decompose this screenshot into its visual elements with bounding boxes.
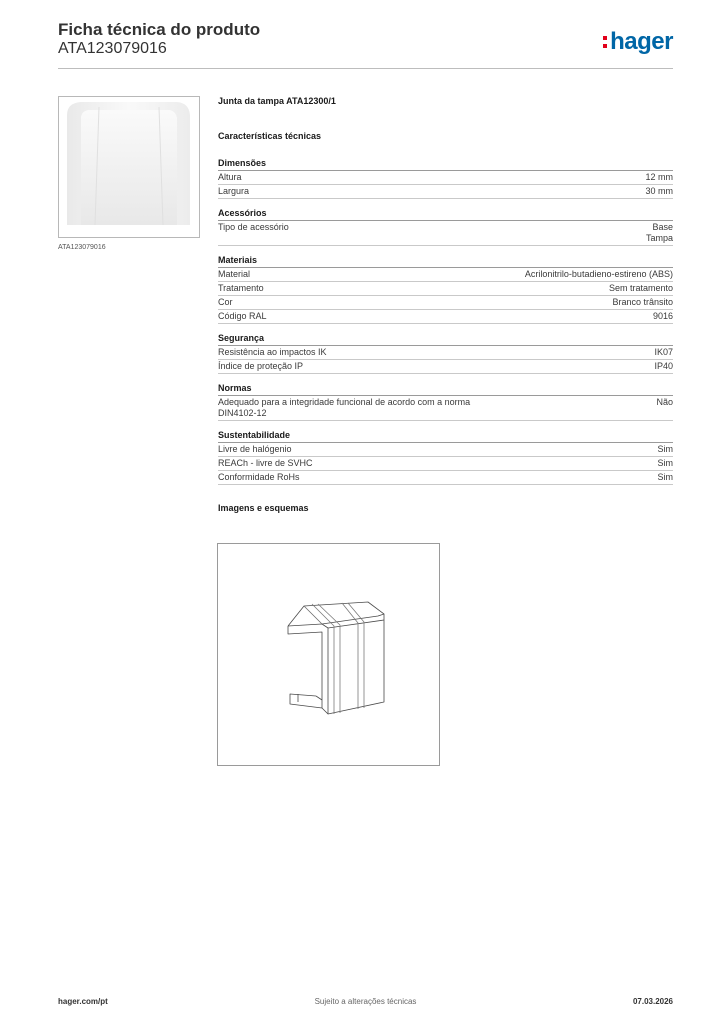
spec-row: [218, 185, 673, 199]
section-title: Normas: [218, 382, 673, 396]
technical-drawing: [217, 543, 440, 766]
spec-label: Código RAL: [218, 311, 267, 321]
spec-row: [218, 171, 673, 185]
spec-row: [218, 471, 673, 485]
logo-dots-icon: [603, 35, 608, 50]
spec-row: [218, 296, 673, 310]
images-heading: Imagens e esquemas: [218, 503, 309, 513]
product-thumbnail: [58, 96, 200, 238]
spec-label: Índice de proteção IP: [218, 361, 304, 371]
spec-row: [218, 457, 673, 471]
section-normas: [218, 382, 673, 421]
section-title: Materiais: [218, 254, 673, 268]
spec-label: Conformidade RoHs: [218, 472, 300, 482]
section-dimensoes: [218, 157, 673, 199]
header-divider: [58, 68, 673, 69]
spec-label: Tipo de acessório: [218, 222, 289, 232]
section-materiais: [218, 254, 673, 324]
spec-value-line: Tampa: [645, 233, 673, 243]
hager-logo[interactable]: [603, 28, 673, 56]
spec-row: [218, 310, 673, 324]
spec-value: Branco trânsito: [612, 297, 673, 307]
cover-joint-photo-icon: [59, 97, 199, 237]
spec-content: [218, 96, 673, 515]
spec-row: [218, 346, 673, 360]
spec-row: [218, 443, 673, 457]
logo-text: hager: [610, 28, 673, 55]
section-title: Sustentabilidade: [218, 429, 673, 443]
spec-value: Sem tratamento: [608, 283, 673, 293]
spec-label: Cor: [218, 297, 233, 307]
spec-label: REACh - livre de SVHC: [218, 458, 313, 468]
spec-value: Sim: [657, 472, 673, 482]
footer-disclaimer: Sujeito a alterações técnicas: [314, 997, 417, 1006]
spec-row: [218, 282, 673, 296]
page-header: [58, 20, 673, 70]
page-footer: [58, 997, 673, 1011]
spec-value: Sim: [657, 458, 673, 468]
spec-label: Largura: [218, 186, 250, 196]
spec-row: [218, 360, 673, 374]
spec-value: 9016: [652, 311, 673, 321]
spec-value: IP40: [654, 361, 673, 371]
document-title: Ficha técnica do produto: [58, 20, 261, 39]
spec-label: Adequado para a integridade funcional de acordo com a norma DIN4102-12: [218, 397, 471, 418]
spec-value: [646, 222, 673, 244]
product-name: Junta da tampa ATA12300/1: [218, 96, 336, 106]
spec-value: IK07: [654, 347, 673, 357]
section-title: Dimensões: [218, 157, 673, 171]
spec-value: 12 mm: [645, 172, 673, 182]
spec-row: [218, 268, 673, 282]
spec-value: Não: [656, 397, 673, 407]
footer-website-link[interactable]: hager.com/pt: [58, 997, 108, 1006]
spec-label: Material: [218, 269, 251, 279]
section-acessorios: [218, 207, 673, 246]
spec-row: [218, 221, 673, 246]
spec-label: Altura: [218, 172, 242, 182]
product-code: ATA123079016: [58, 40, 167, 57]
spec-label: Livre de halógenio: [218, 444, 292, 454]
section-title: Segurança: [218, 332, 673, 346]
footer-date: 07.03.2026: [632, 997, 673, 1006]
section-sustentabilidade: [218, 429, 673, 485]
spec-value-line: Base: [652, 222, 673, 232]
spec-value: Acrilonitrilo-butadieno-estireno (ABS): [524, 269, 673, 279]
spec-row: [218, 396, 673, 421]
technical-characteristics-heading: Características técnicas: [218, 131, 322, 141]
thumbnail-caption: ATA123079016: [58, 244, 106, 251]
spec-value: Sim: [657, 444, 673, 454]
spec-label: Resistência ao impactos IK: [218, 347, 327, 357]
spec-label: Tratamento: [218, 283, 264, 293]
section-title: Acessórios: [218, 207, 673, 221]
cover-joint-line-drawing-icon: [218, 544, 439, 765]
section-seguranca: [218, 332, 673, 374]
spec-value: 30 mm: [645, 186, 673, 196]
